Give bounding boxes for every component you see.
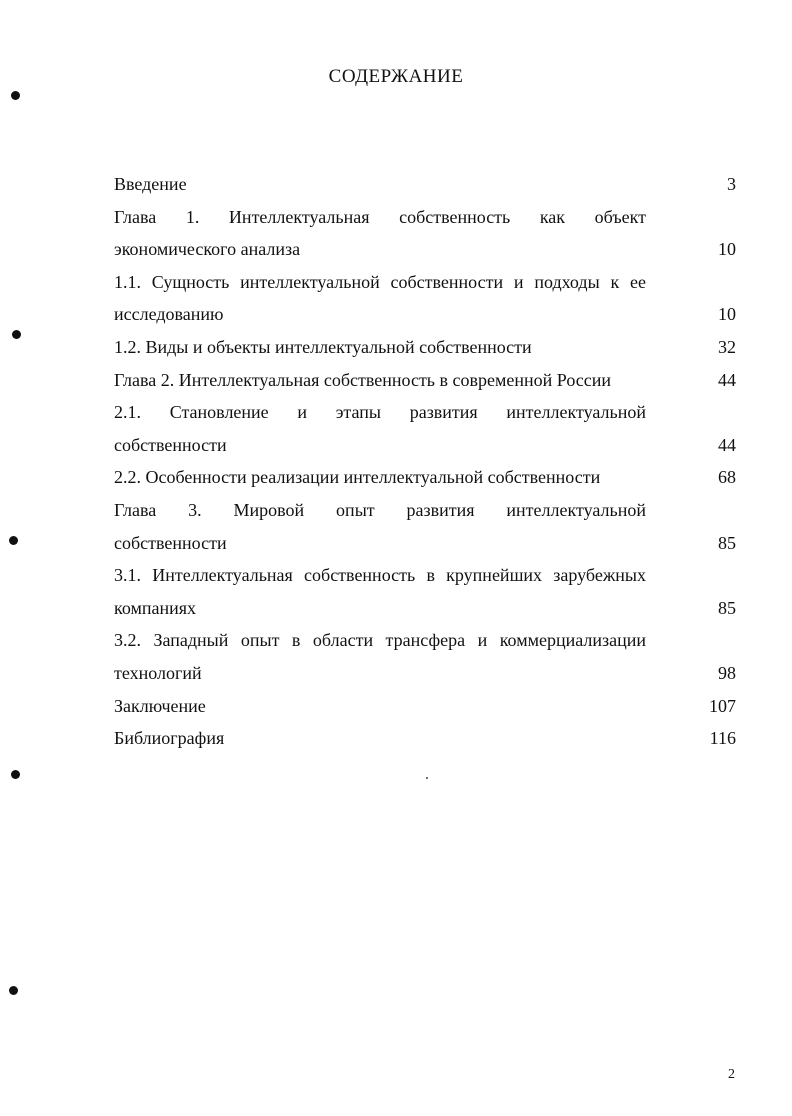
punch-hole-mark — [11, 770, 20, 779]
toc-entry-line — [114, 298, 736, 331]
toc-entry-line — [114, 396, 736, 429]
toc-entry-page: 10 — [718, 304, 736, 325]
toc-entry-line — [114, 624, 736, 657]
toc-entry-title: 2.1. Становление и этапы развития интеллектуальной — [114, 402, 646, 423]
toc-entry-title: собственности — [114, 434, 227, 455]
toc-entry-page: 98 — [718, 662, 736, 683]
toc-entry-page: 3 — [727, 174, 736, 194]
toc-entry-line — [114, 592, 736, 625]
toc-entry-title: Введение — [114, 174, 187, 194]
toc-entry-title: 3.2. Западный опыт в области трансфера и коммерциализации — [114, 630, 646, 651]
toc-entry-line — [114, 201, 736, 234]
toc-entry-page: 107 — [709, 695, 736, 716]
toc-entry-title: Глава 3. Мировой опыт развития интеллектуальной — [114, 499, 646, 520]
toc-entry-title: технологий — [114, 662, 202, 683]
toc-entry-title: собственности — [114, 532, 227, 553]
toc-entry-page: 85 — [718, 597, 736, 618]
toc-entry-page: 10 — [718, 239, 736, 260]
toc-entry-page: 32 — [718, 336, 736, 357]
toc-entry-title: Глава 1. Интеллектуальная собственность как объект — [114, 206, 646, 227]
toc-entry-line — [114, 527, 736, 560]
toc-entry-line — [114, 233, 736, 266]
toc-entry-line — [114, 266, 736, 299]
toc-entry-title: Заключение — [114, 695, 206, 716]
toc-entry-title: 2.2. Особенности реализации интеллектуальной собственности — [114, 467, 601, 488]
toc-entry-page: 44 — [718, 369, 736, 390]
toc-entry-line — [114, 364, 736, 397]
toc-entry-title: 3.1. Интеллектуальная собственность в крупнейших зарубежных — [114, 565, 646, 586]
toc-entry-line — [114, 690, 736, 723]
toc-entry-title: компаниях — [114, 597, 197, 618]
toc-entry-line — [114, 331, 736, 364]
toc-entry-title: исследованию — [114, 304, 224, 325]
toc-entry-line — [114, 559, 736, 592]
table-of-contents — [114, 168, 736, 755]
toc-entry-line — [114, 429, 736, 462]
toc-entry-title: 1.2. Виды и объекты интеллектуальной собственности — [114, 336, 532, 357]
toc-entry-line — [114, 461, 736, 494]
toc-entry-line — [114, 168, 736, 201]
punch-hole-mark — [12, 330, 21, 339]
toc-entry-page: 44 — [718, 434, 736, 455]
scan-speck — [426, 777, 428, 779]
toc-entry-title: Библиография — [114, 728, 225, 749]
punch-hole-mark — [9, 536, 18, 545]
toc-entry-page: 85 — [718, 532, 736, 553]
punch-hole-mark — [11, 91, 20, 100]
toc-entry-page: 68 — [718, 467, 736, 488]
toc-entry-line — [114, 722, 736, 755]
toc-entry-title: экономического анализа — [114, 239, 301, 260]
page-title: СОДЕРЖАНИЕ — [328, 66, 464, 87]
toc-entry-line — [114, 657, 736, 690]
toc-entry-page: 116 — [709, 728, 736, 749]
toc-entry-line — [114, 494, 736, 527]
toc-entry-title: Глава 2. Интеллектуальная собственность в современной России — [114, 369, 612, 390]
punch-hole-mark — [9, 986, 18, 995]
page-number: 2 — [728, 1067, 735, 1082]
toc-entry-title: 1.1. Сущность интеллектуальной собственности и подходы к ее — [114, 271, 646, 292]
